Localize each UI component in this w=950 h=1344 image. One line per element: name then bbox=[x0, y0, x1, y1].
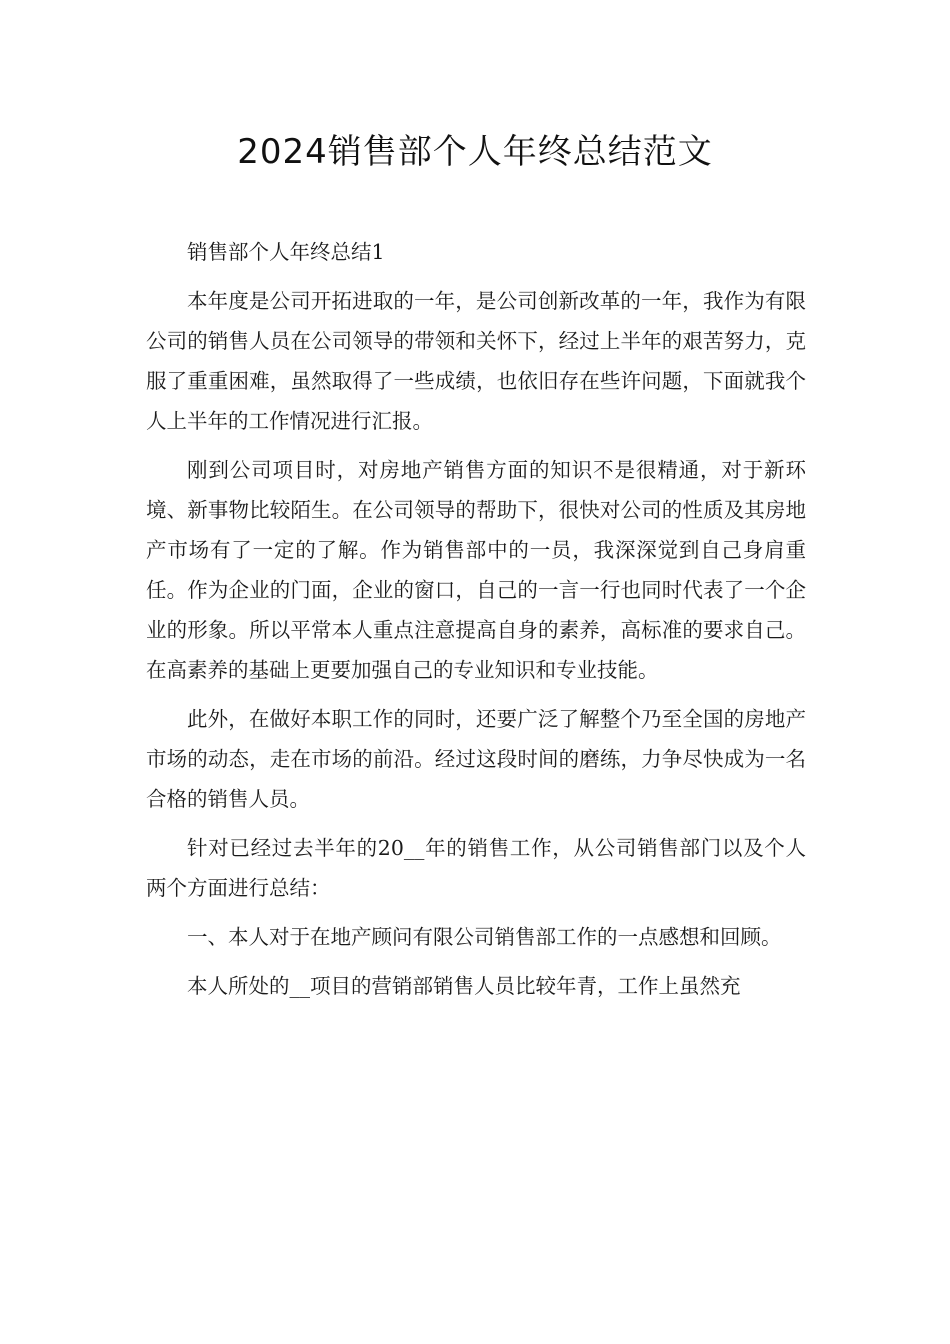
paragraph-summary-intro: 针对已经过去半年的20__年的销售工作，从公司销售部门以及个人两个方面进行总结： bbox=[146, 836, 806, 900]
document-title: 2024销售部个人年终总结范文 bbox=[237, 132, 713, 172]
paragraph-intro: 本年度是公司开拓进取的一年，是公司创新改革的一年，我作为有限公司的销售人员在公司领导的带领和关怀下，经过上半年的艰苦努力，克服了重重困难，虽然取得了一些成绩，也依旧存在些许问题，下面就我个人上半年的工作情况进行汇报。 bbox=[146, 289, 806, 433]
document-body bbox=[146, 232, 806, 1015]
paragraph-team-description: 本人所处的__项目的营销部销售人员比较年青，工作上虽然充 bbox=[187, 974, 741, 998]
paragraph-point-one: 一、本人对于在地产顾问有限公司销售部工作的一点感想和回顾。 bbox=[187, 925, 782, 949]
paragraph-new-environment: 刚到公司项目时，对房地产销售方面的知识不是很精通，对于新环境、新事物比较陌生。在公司领导的帮助下，很快对公司的性质及其房地产市场有了一定的了解。作为销售部中的一员，我深深觉到自己身肩重任。作为企业的门面，企业的窗口，自己的一言一行也同时代表了一个企业的形象。所以平常本人重点注意提高自身的素养，高标准的要求自己。在高素养的基础上更要加强自己的专业知识和专业技能。 bbox=[146, 458, 806, 682]
paragraph-section-heading: 销售部个人年终总结1 bbox=[187, 240, 385, 264]
paragraph-market-awareness: 此外，在做好本职工作的同时，还要广泛了解整个乃至全国的房地产市场的动态，走在市场的前沿。经过这段时间的磨练，力争尽快成为一名合格的销售人员。 bbox=[146, 707, 806, 811]
